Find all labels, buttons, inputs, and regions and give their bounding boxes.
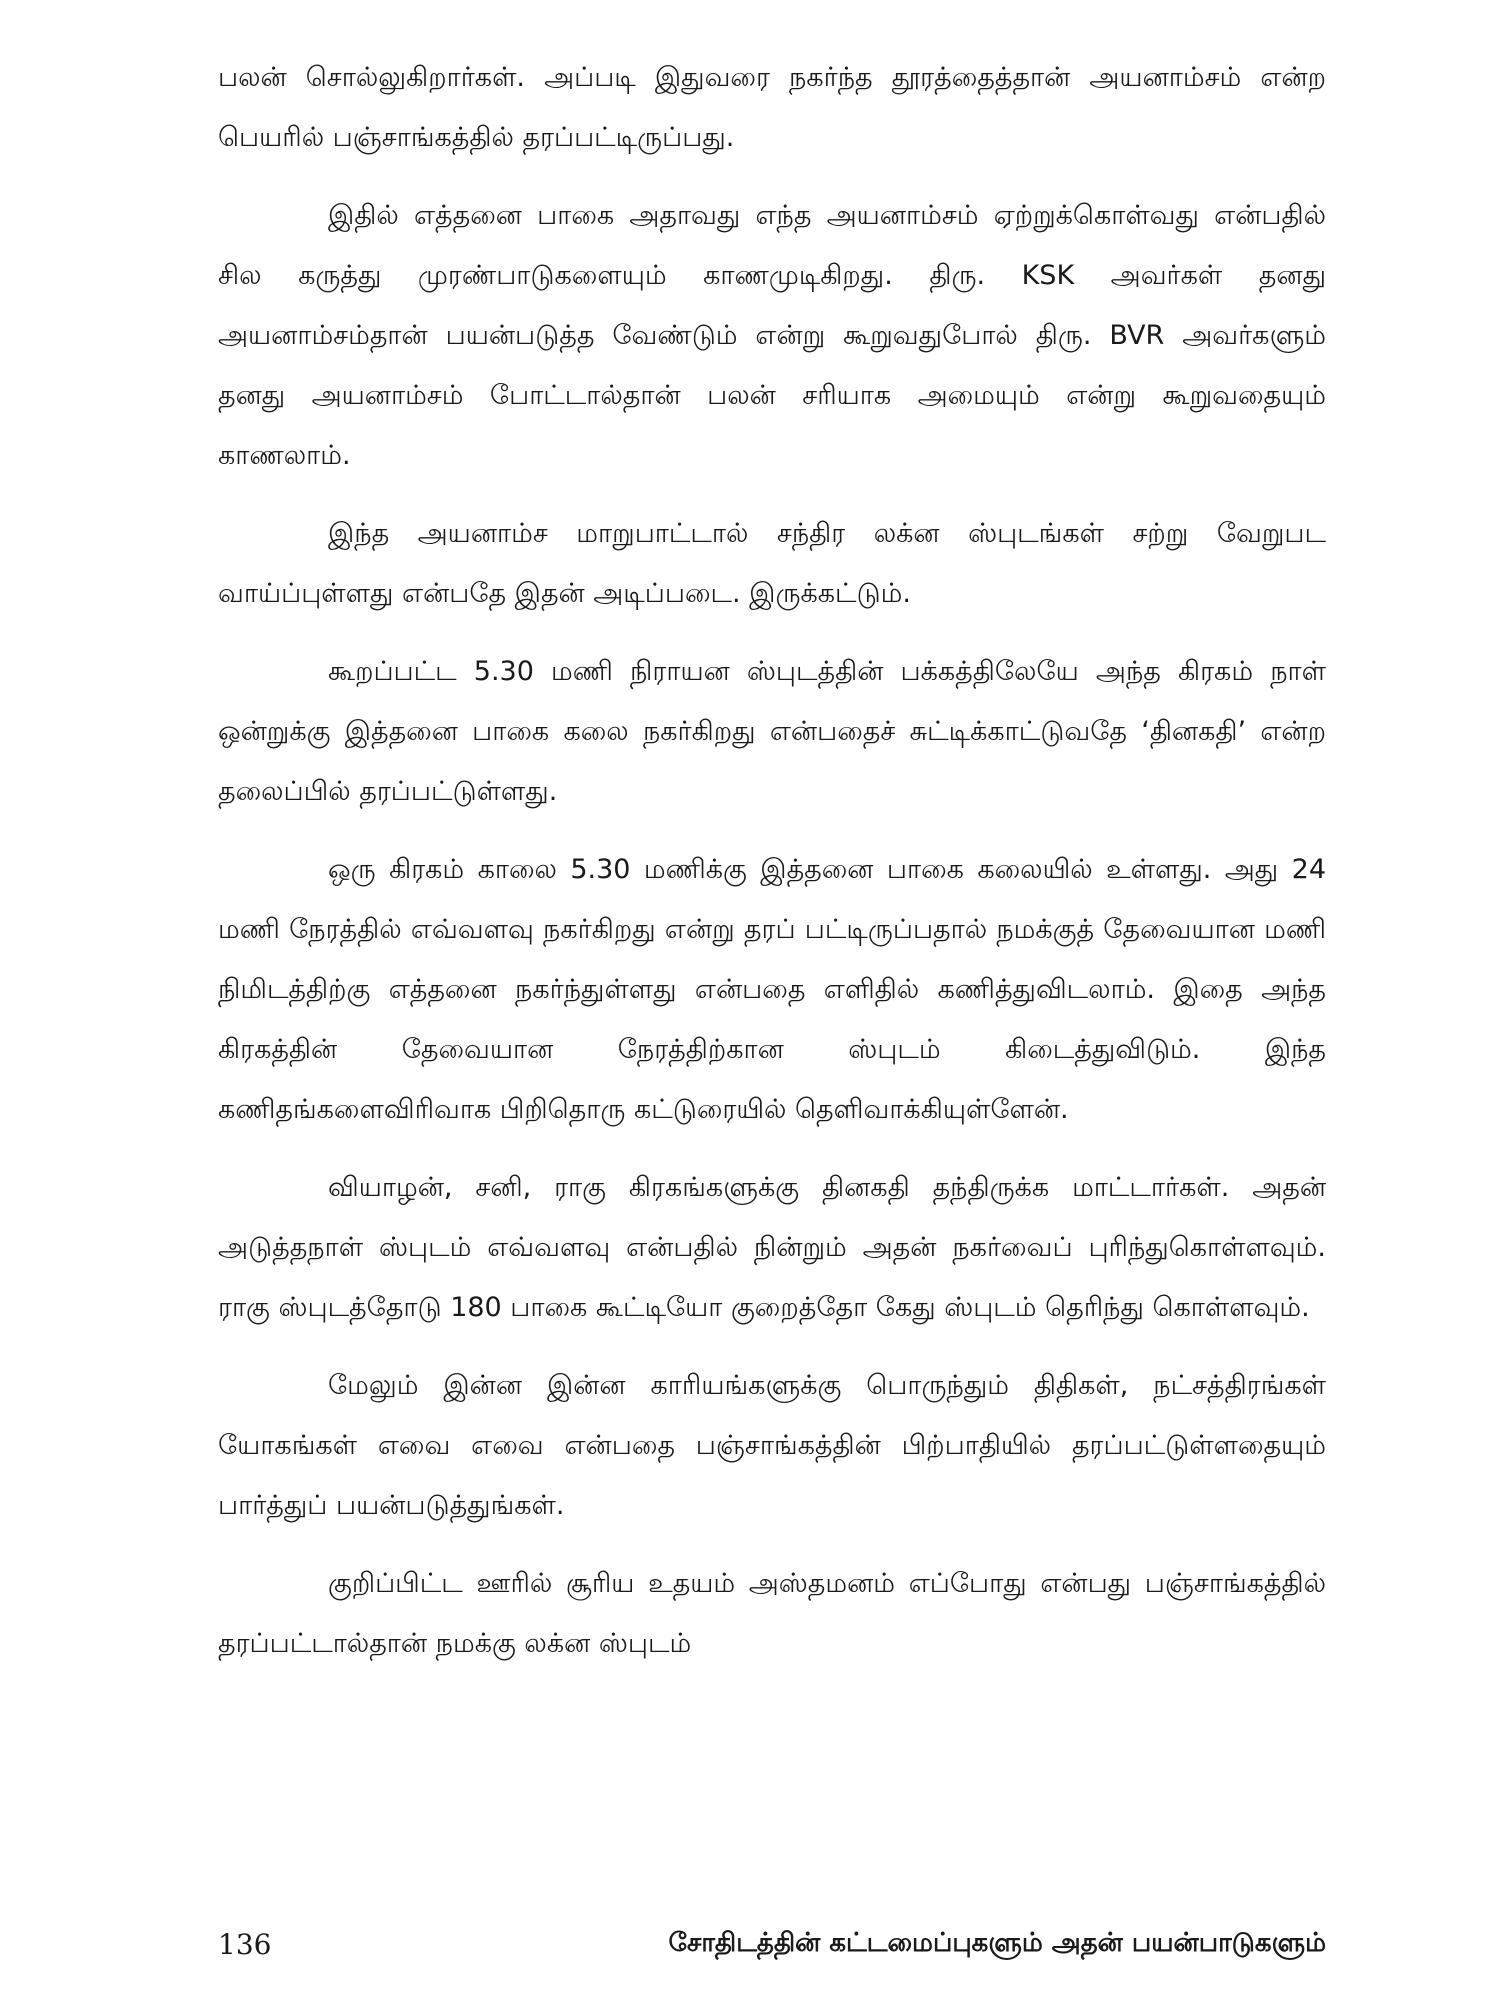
running-title: சோதிடத்தின் கட்டமைப்புகளும் அதன் பயன்பாடுகளும் <box>668 1928 1326 1958</box>
paragraph-6: வியாழன், சனி, ராகு கிரகங்களுக்கு தினகதி தந்திருக்க மாட்டார்கள். அதன் அடுத்தநாள் ஸ்புடம் எவ்வளவு என்பதில் நின்றும் அதன் நகர்வைப் புரிந்துகொள்ளவும். ராகு ஸ்புடத்தோடு 180 பாகை கூட்டியோ குறைத்தோ கேது ஸ்புடம் தெரிந்து கொள்ளவும். <box>218 1172 1326 1323</box>
paragraph-1: பலன் சொல்லுகிறார்கள். அப்படி இதுவரை நகர்ந்த தூரத்தைத்தான் அயனாம்சம் என்ற பெயரில் பஞ்சாங்கத்தில் தரப்பட்டிருப்பது. <box>218 62 1326 153</box>
page-number: 136 <box>218 1928 272 1961</box>
paragraph-5: ஒரு கிரகம் காலை 5.30 மணிக்கு இத்தனை பாகை கலையில் உள்ளது. அது 24 மணி நேரத்தில் எவ்வளவு நகர்கிறது என்று தரப் பட்டிருப்பதால் நமக்குத் தேவையான மணி நிமிடத்திற்கு எத்தனை நகர்ந்துள்ளது என்பதை எளிதில் கணித்துவிடலாம். இதை அந்த கிரகத்தின் தேவையான நேரத்திற்கான ஸ்புடம் கிடைத்துவிடும். இந்த கணிதங்களைவிரிவாக பிறிதொரு கட்டுரையில் தெளிவாக்கியுள்ளேன். <box>218 854 1326 1125</box>
paragraph-4: கூறப்பட்ட 5.30 மணி நிராயன ஸ்புடத்தின் பக்கத்திலேயே அந்த கிரகம் நாள் ஒன்றுக்கு இத்தனை பாகை கலை நகர்கிறது என்பதைச் சுட்டிக்காட்டுவதே ‘தினகதி’ என்ற தலைப்பில் தரப்பட்டுள்ளது. <box>218 656 1326 807</box>
paragraph-7: மேலும் இன்ன இன்ன காரியங்களுக்கு பொருந்தும் திதிகள், நட்சத்திரங்கள் யோகங்கள் எவை எவை என்பதை பஞ்சாங்கத்தின் பிற்பாதியில் தரப்பட்டுள்ளதையும் பார்த்துப் பயன்படுத்துங்கள். <box>218 1370 1326 1521</box>
paragraph-8: குறிப்பிட்ட ஊரில் சூரிய உதயம் அஸ்தமனம் எப்போது என்பது பஞ்சாங்கத்தில் தரப்பட்டால்தான் நமக்கு லக்ன ஸ்புடம் <box>218 1568 1326 1659</box>
body-text <box>218 48 1326 1692</box>
page-footer <box>218 1928 1326 1978</box>
paragraph-2: இதில் எத்தனை பாகை அதாவது எந்த அயனாம்சம் ஏற்றுக்கொள்வது என்பதில் சில கருத்து முரண்பாடுகளையும் காணமுடிகிறது. திரு. KSK அவர்கள் தனது அயனாம்சம்தான் பயன்படுத்த வேண்டும் என்று கூறுவதுபோல் திரு. BVR அவர்களும் தனது அயனாம்சம் போட்டால்தான் பலன் சரியாக அமையும் என்று கூறுவதையும் காணலாம். <box>218 200 1326 471</box>
paragraph-3: இந்த அயனாம்ச மாறுபாட்டால் சந்திர லக்ன ஸ்புடங்கள் சற்று வேறுபட வாய்ப்புள்ளது என்பதே இதன் அடிப்படை. இருக்கட்டும். <box>218 518 1326 609</box>
